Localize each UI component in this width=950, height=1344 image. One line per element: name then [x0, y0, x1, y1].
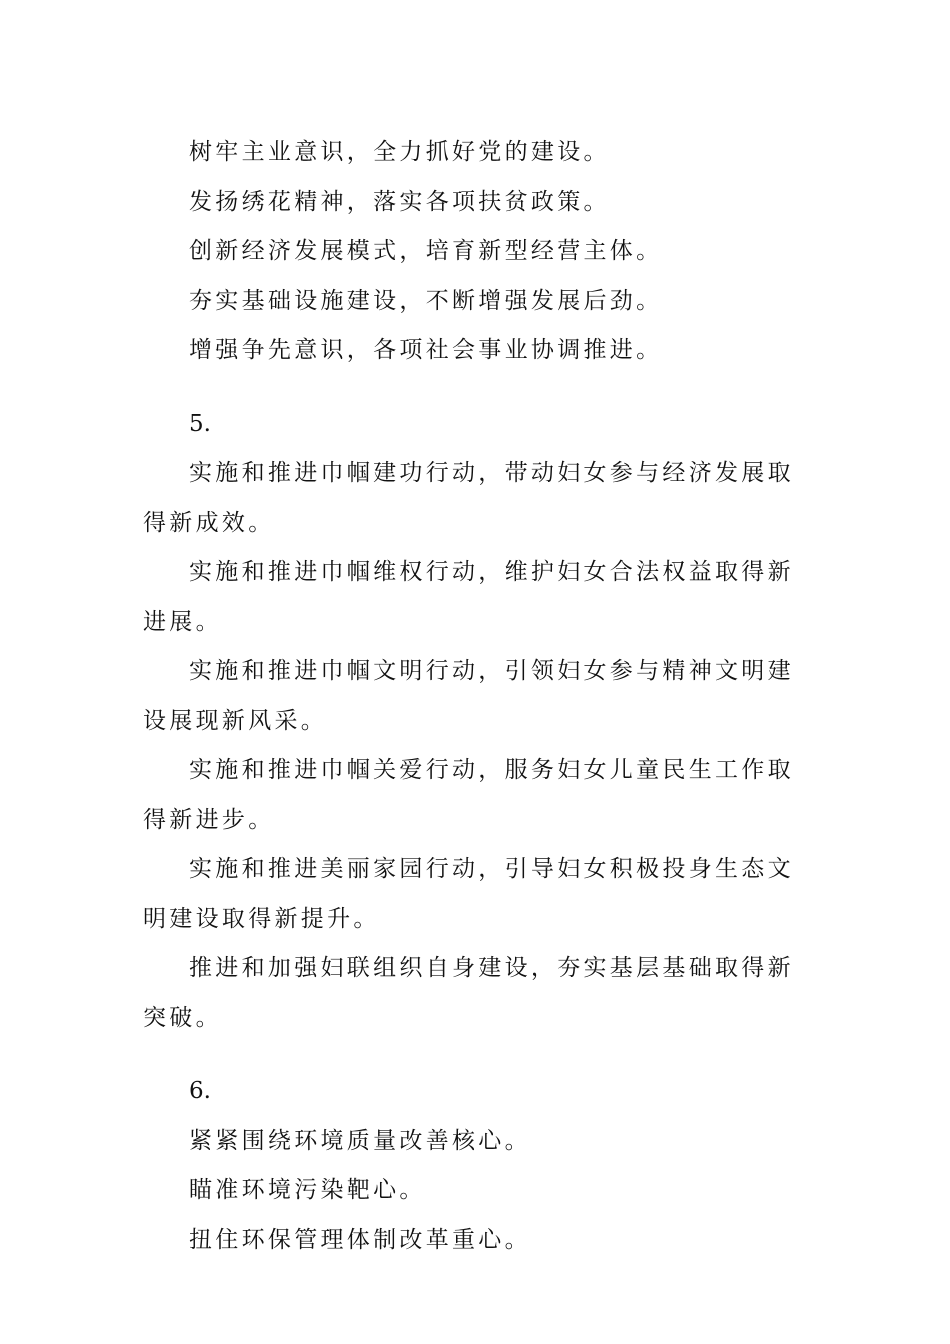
- paragraph: 增强争先意识，各项社会事业协调推进。: [189, 337, 663, 363]
- paragraph: 实施和推进美丽家园行动，引导妇女积极投身生态文明建设取得新提升。: [143, 856, 794, 932]
- section-number: 6.: [189, 1078, 211, 1104]
- paragraph: 瞄准环境污染靶心。: [189, 1177, 426, 1203]
- paragraph: 创新经济发展模式，培育新型经营主体。: [189, 238, 663, 264]
- section-spacer: [143, 376, 803, 400]
- paragraph: 树牢主业意识，全力抓好党的建设。: [189, 139, 610, 165]
- section-spacer: [143, 1043, 803, 1067]
- paragraph: 发扬绣花精神，落实各项扶贫政策。: [189, 188, 610, 215]
- paragraph: 实施和推进巾帼维权行动，维护妇女合法权益取得新进展。: [143, 559, 794, 635]
- paragraph: 推进和加强妇联组织自身建设，夯实基层基础取得新突破。: [143, 955, 794, 1031]
- paragraph: 实施和推进巾帼建功行动，带动妇女参与经济发展取得新成效。: [143, 460, 794, 536]
- paragraph: 实施和推进巾帼关爱行动，服务妇女儿童民生工作取得新进步。: [143, 757, 794, 833]
- section-number: 5.: [189, 410, 211, 437]
- document-body: [143, 128, 803, 1265]
- paragraph: 夯实基础设施建设，不断增强发展后劲。: [189, 287, 663, 314]
- paragraph: 实施和推进巾帼文明行动，引领妇女参与精神文明建设展现新风采。: [143, 658, 794, 734]
- paragraph: 紧紧围绕环境质量改善核心。: [189, 1127, 531, 1154]
- paragraph: 扭住环保管理体制改革重心。: [189, 1226, 531, 1253]
